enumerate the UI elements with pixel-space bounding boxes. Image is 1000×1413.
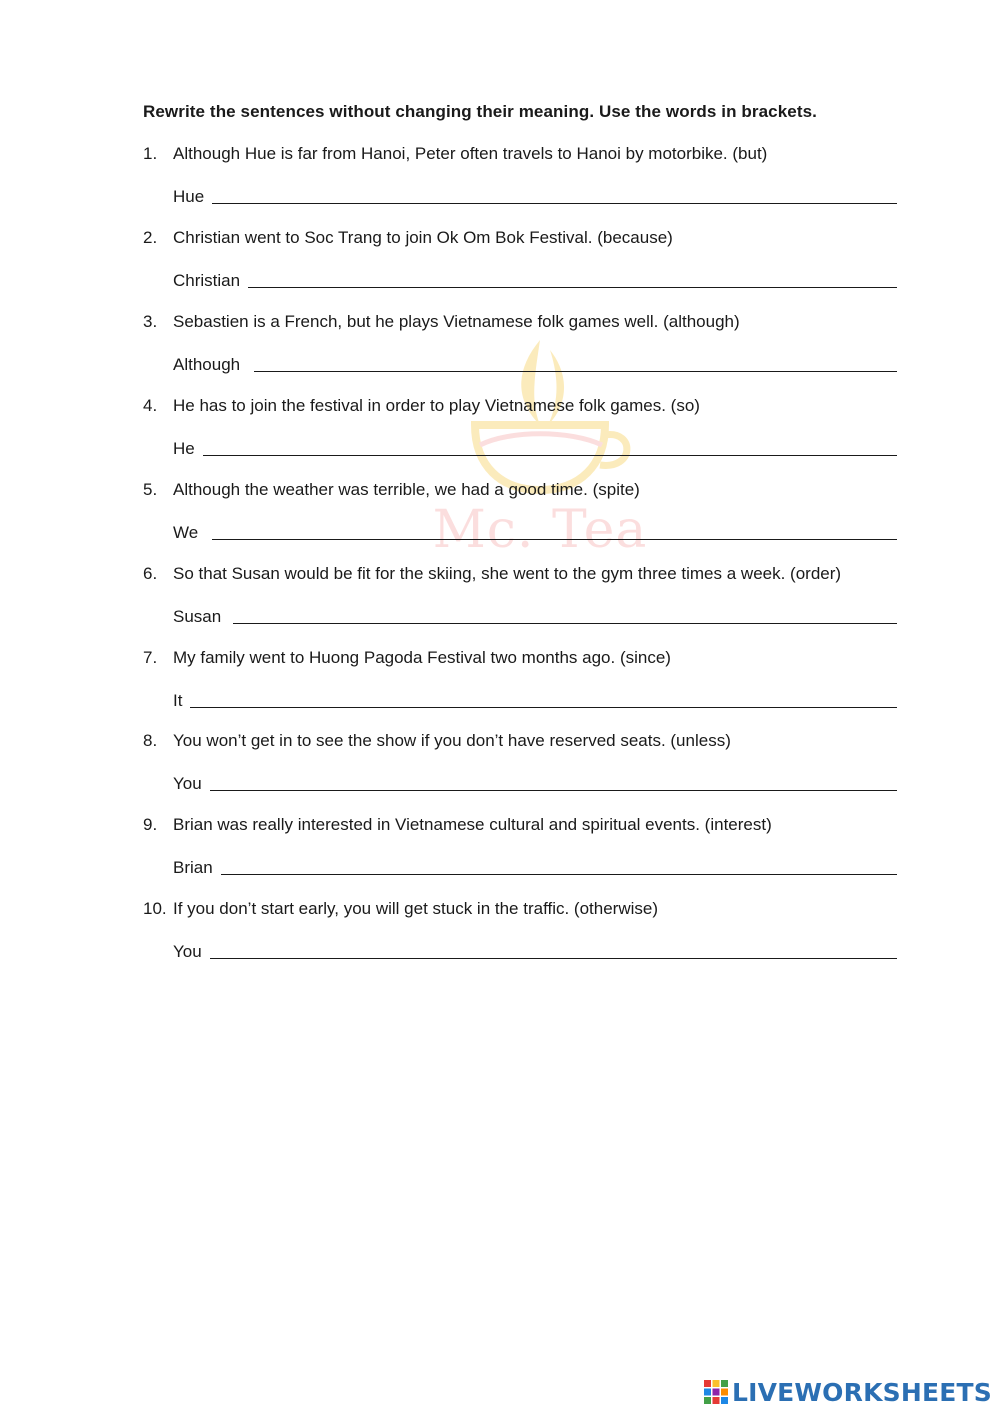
answer-row-3	[173, 353, 897, 375]
question-9	[143, 814, 772, 836]
question-number: 10.	[143, 899, 167, 918]
answer-blank-1[interactable]	[212, 184, 897, 204]
answer-row-4	[173, 437, 897, 459]
answer-row-8	[173, 772, 897, 794]
answer-blank-5[interactable]	[212, 520, 897, 540]
question-number: 5.	[143, 480, 158, 499]
question-text: If you don’t start early, you will get stuck in the traffic. (otherwise)	[173, 899, 659, 918]
answer-row-1	[173, 185, 897, 207]
answer-row-7	[173, 689, 897, 711]
answer-row-6	[173, 605, 897, 627]
question-text: So that Susan would be fit for the skiing, she went to the gym three times a week. (order)	[173, 564, 842, 583]
answer-blank-8[interactable]	[210, 771, 897, 791]
answer-start-word: It	[173, 691, 183, 710]
answer-start-word: He	[173, 439, 195, 458]
answer-blank-2[interactable]	[248, 268, 897, 288]
liveworksheets-brand[interactable]	[704, 1377, 992, 1407]
answer-blank-6[interactable]	[233, 604, 897, 624]
question-text: Christian went to Soc Trang to join Ok Om Bok Festival. (because)	[173, 228, 673, 247]
question-6	[143, 563, 841, 585]
question-text: Brian was really interested in Vietnamese cultural and spiritual events. (interest)	[173, 815, 772, 834]
question-text: You won’t get in to see the show if you don’t have reserved seats. (unless)	[173, 731, 731, 750]
question-number: 1.	[143, 144, 158, 163]
answer-blank-9[interactable]	[221, 855, 897, 875]
question-5	[143, 479, 640, 501]
answer-row-5	[173, 521, 897, 543]
question-number: 2.	[143, 228, 158, 247]
answer-row-10	[173, 940, 897, 962]
question-text: Sebastien is a French, but he plays Vietnamese folk games well. (although)	[173, 312, 740, 331]
answer-start-word: Susan	[173, 607, 222, 626]
answer-start-word: Brian	[173, 858, 213, 877]
answer-blank-10[interactable]	[210, 939, 897, 959]
brand-name: LIVEWORKSHEETS	[731, 1377, 992, 1407]
watermark-text: Mc. Tea	[432, 500, 648, 560]
question-number: 9.	[143, 815, 158, 834]
question-number: 6.	[143, 564, 158, 583]
question-text: Although Hue is far from Hanoi, Peter often travels to Hanoi by motorbike. (but)	[173, 144, 768, 163]
question-3	[143, 311, 740, 333]
question-10	[143, 898, 658, 920]
answer-start-word: We	[173, 523, 199, 542]
answer-start-word: Hue	[173, 187, 205, 206]
question-text: My family went to Huong Pagoda Festival two months ago. (since)	[173, 648, 671, 667]
question-number: 7.	[143, 648, 158, 667]
question-1	[143, 143, 767, 165]
question-text: Although the weather was terrible, we had a good time. (spite)	[173, 480, 640, 499]
instruction-heading: Rewrite the sentences without changing their meaning. Use the words in brackets.	[143, 102, 817, 121]
question-8	[143, 730, 731, 752]
question-4	[143, 395, 700, 417]
answer-blank-7[interactable]	[190, 688, 897, 708]
answer-start-word: Christian	[173, 271, 241, 290]
answer-blank-3[interactable]	[254, 352, 897, 372]
answer-row-9	[173, 856, 897, 878]
question-number: 4.	[143, 396, 158, 415]
liveworksheets-logo-icon	[704, 1380, 728, 1404]
question-number: 3.	[143, 312, 158, 331]
question-text: He has to join the festival in order to play Vietnamese folk games. (so)	[173, 396, 700, 415]
answer-start-word: You	[173, 774, 202, 793]
answer-blank-4[interactable]	[203, 436, 897, 456]
question-number: 8.	[143, 731, 158, 750]
answer-start-word: You	[173, 942, 202, 961]
question-7	[143, 647, 671, 669]
question-2	[143, 227, 673, 249]
answer-row-2	[173, 269, 897, 291]
answer-start-word: Although	[173, 355, 241, 374]
